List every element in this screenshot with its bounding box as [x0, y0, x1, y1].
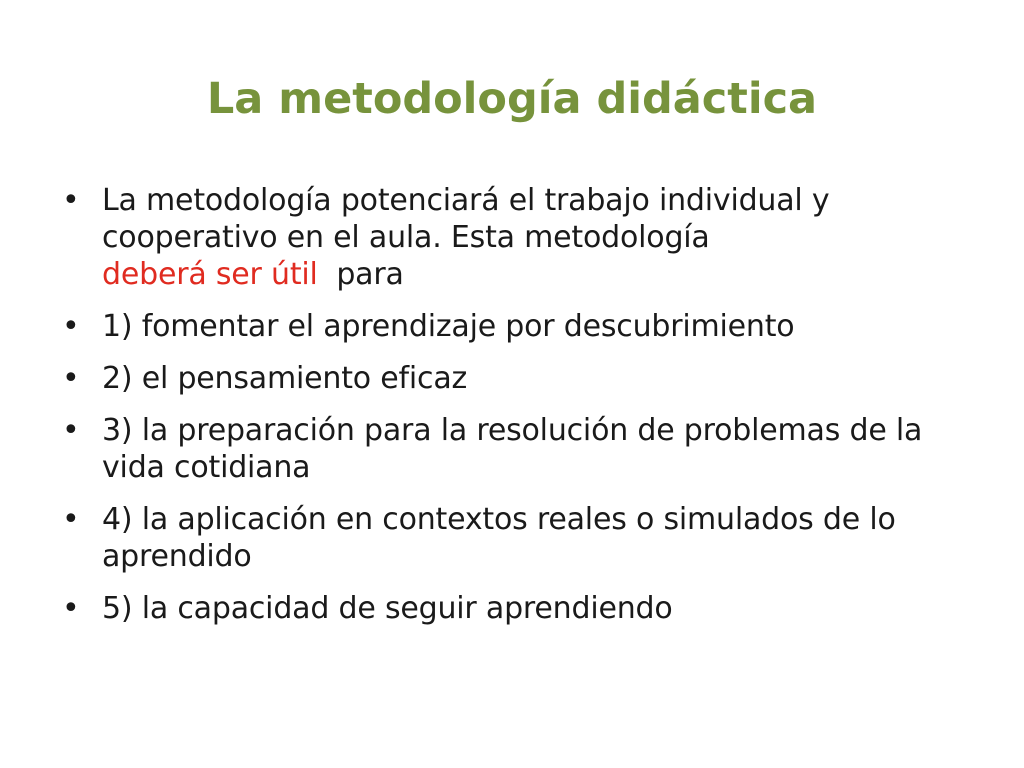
highlighted-phrase: deberá ser útil [102, 257, 318, 292]
bullet-item-intro [62, 182, 982, 293]
bullet-text: 3) la preparación para la resolución de problemas de la vida cotidiana [102, 413, 923, 485]
bullet-item-4 [62, 501, 982, 575]
bullet-item-5 [62, 590, 982, 627]
bullet-icon: • [62, 309, 80, 344]
bullet-list [62, 182, 982, 642]
bullet-text: 1) fomentar el aprendizaje por descubrimiento [102, 309, 795, 344]
intro-text-end: para [317, 257, 404, 292]
bullet-icon: • [62, 183, 80, 218]
bullet-icon: • [62, 361, 80, 396]
bullet-text: 4) la aplicación en contextos reales o simulados de lo aprendido [102, 502, 896, 574]
slide-title: La metodología didáctica [206, 74, 818, 124]
bullet-text: 5) la capacidad de seguir aprendiendo [102, 591, 673, 626]
bullet-item-3 [62, 412, 982, 486]
bullet-icon: • [62, 591, 80, 626]
bullet-item-1 [62, 308, 982, 345]
bullet-icon: • [62, 502, 80, 537]
intro-text-start: La metodología potenciará el trabajo individual y cooperativo en el aula. Esta metodología [102, 183, 830, 255]
bullet-icon: • [62, 413, 80, 448]
bullet-text: 2) el pensamiento eficaz [102, 361, 468, 396]
bullet-item-2 [62, 360, 982, 397]
